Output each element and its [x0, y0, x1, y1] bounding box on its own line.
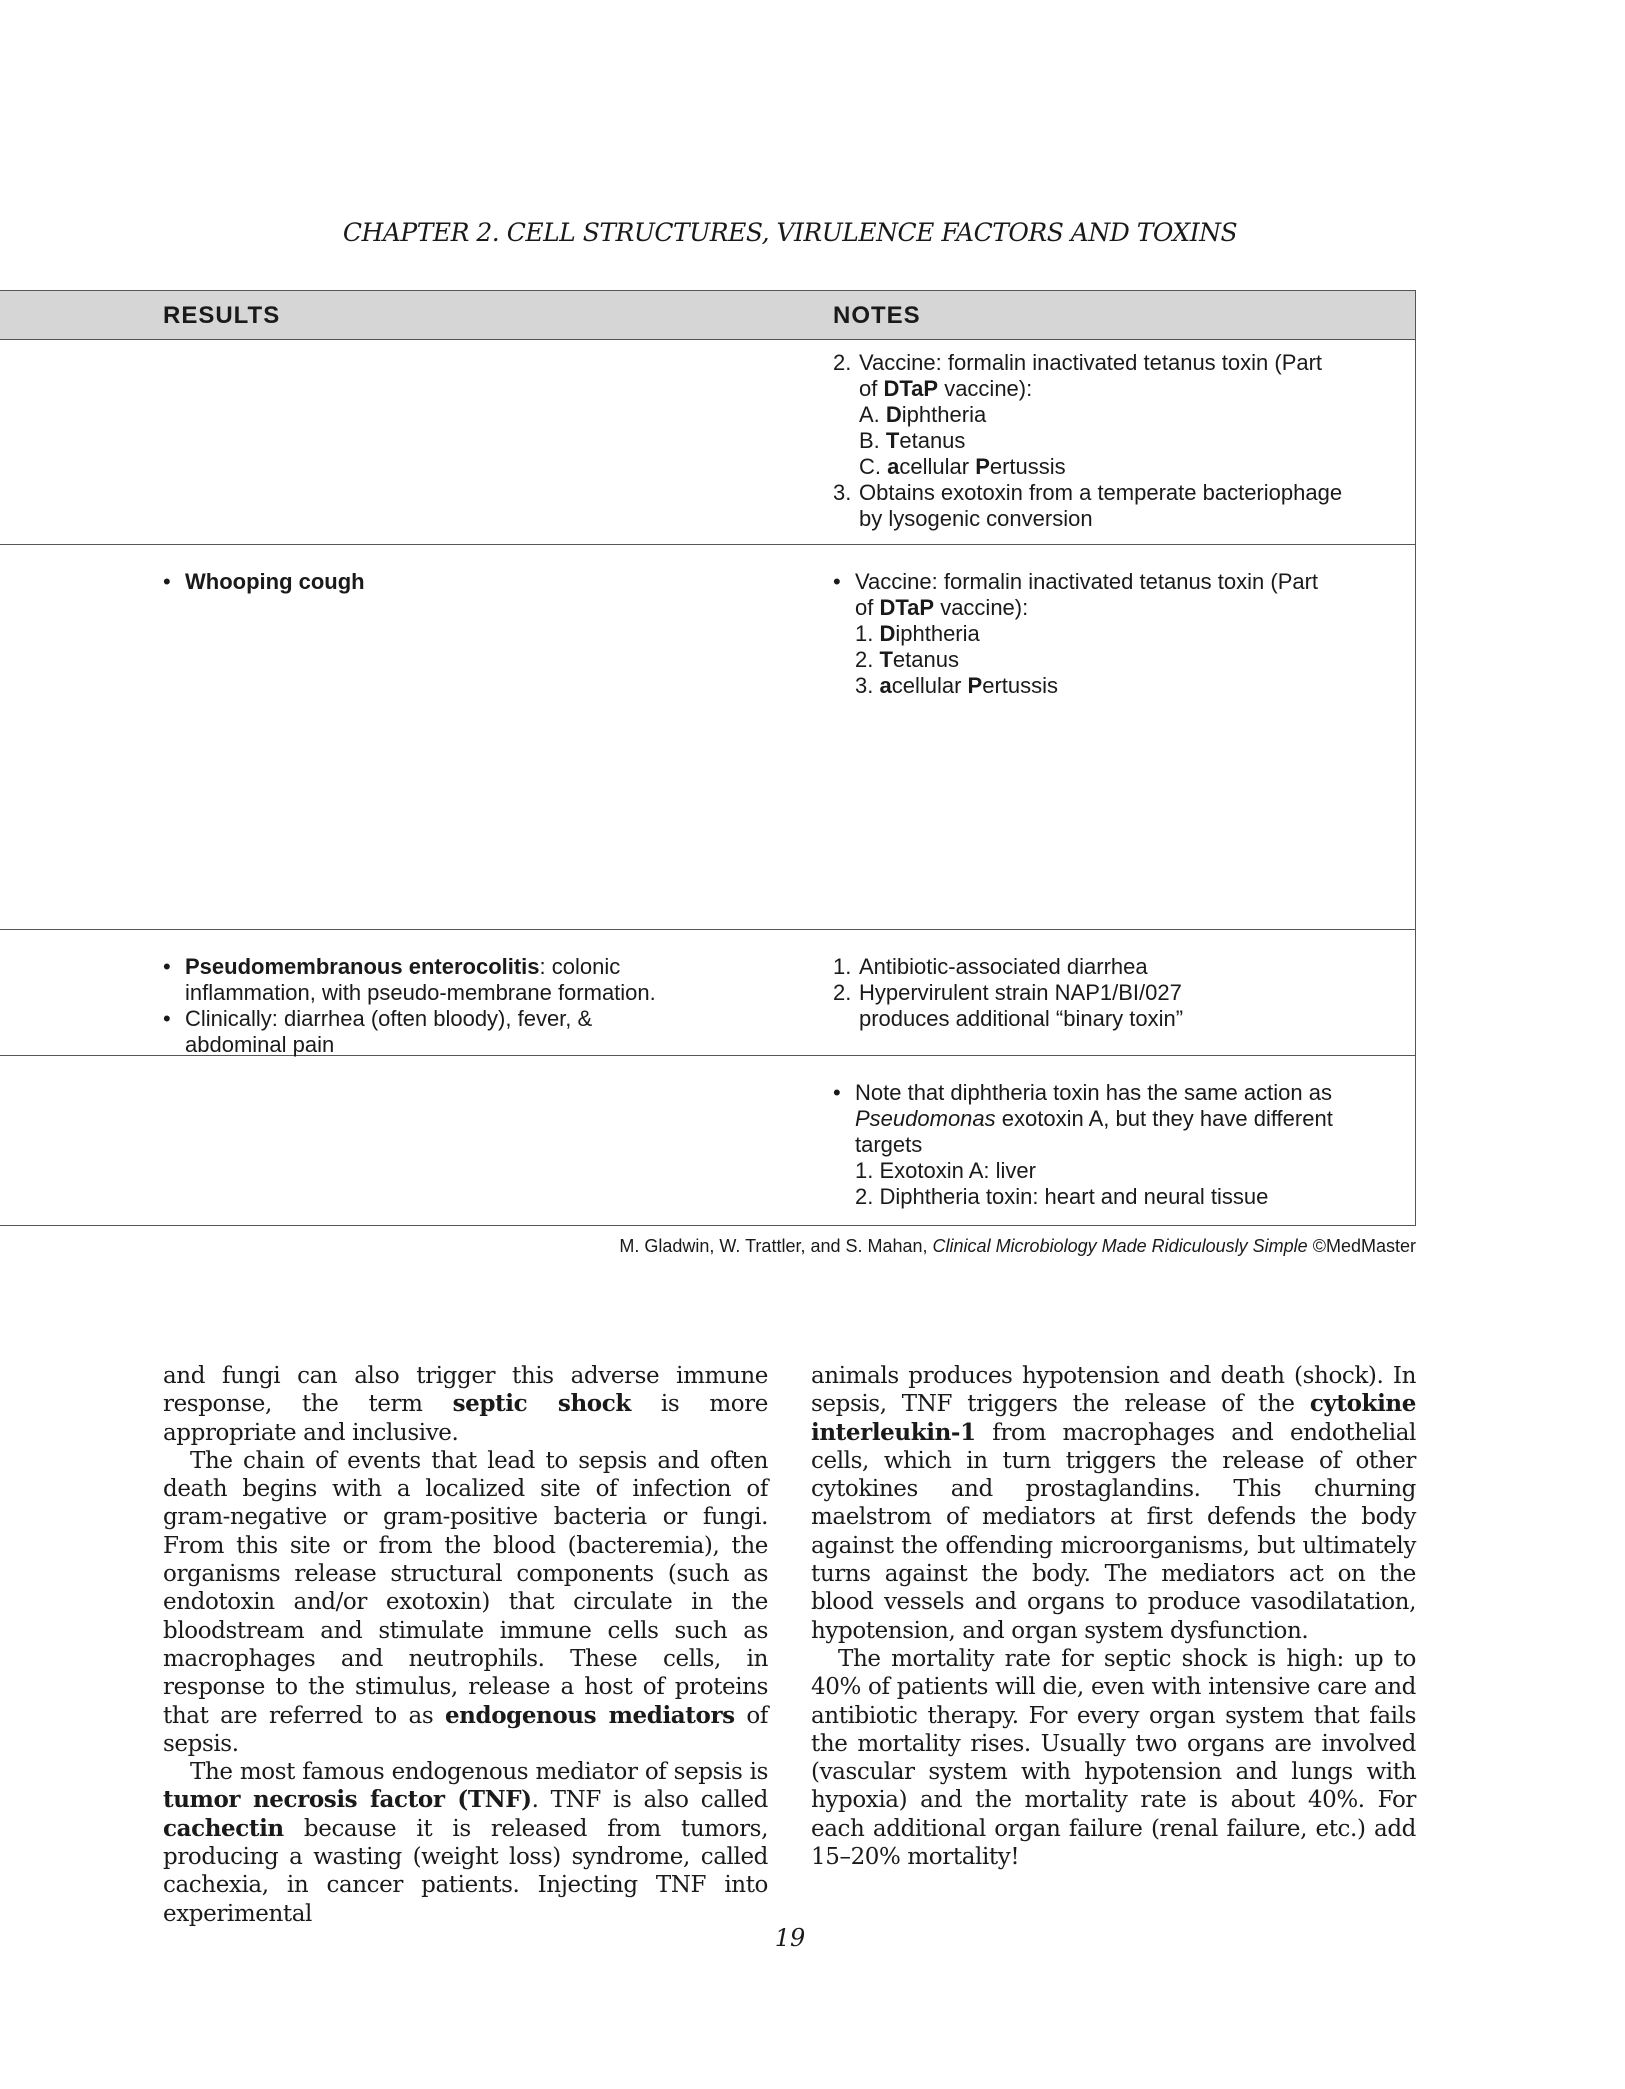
paragraph: and fungi can also trigger this adverse immune response, the term septic shock is more appropriate and inclusive.: [163, 1363, 768, 1446]
list-item: 2. Hypervirulent strain NAP1/BI/027 produces additional “binary toxin”: [833, 980, 1184, 1031]
list-item: • Note that diphtheria toxin has the same action as Pseudomonas exotoxin A, but they have different targets 1. Exotoxin A: liver 2. Diphtheria toxin: heart and neural tissue: [833, 1080, 1393, 1210]
paragraph: animals produces hypotension and death (shock). In sepsis, TNF triggers the release of the cytokine interleukin-1 from macrophages and endothelial cells, which in turn triggers the release of other cytokines and prostaglandins. This churning maelstrom of mediators at first defends the body against the offending microorganisms, but ultimately turns against the body. The mediators act on the blood vessels and organs to produce vasodilatation, hypotension, and organ system dysfunction.: [811, 1363, 1416, 1644]
list-item: • Pseudomembranous enterocolitis: colonic inflammation, with pseudo-membrane formation.: [163, 954, 763, 1006]
notes-cell: [833, 350, 1393, 532]
list-item: • Vaccine: formalin inactivated tetanus toxin (Part of DTaP vaccine): 1. Diphtheria 2. Tetanus 3. acellular Pertussis: [833, 569, 1393, 699]
paragraph: The most famous endogenous mediator of sepsis is tumor necrosis factor (TNF). TNF is also called cachectin because it is released from tumors, producing a wasting (weight loss) syndrome, called cachexia, in cancer patients. Injecting TNF into experimental: [163, 1759, 768, 1927]
table-row: [0, 545, 1416, 930]
paragraph: The chain of events that lead to sepsis and often death begins with a localized site of infection of gram-negative or gram-positive bacteria or fungi. From this site or from the blood (bacteremia), the organisms release structural components (such as endotoxin and/or exotoxin) that circulate in the bloodstream and stimulate immune cells such as macrophages and neutrophils. These cells, in response to the stimulus, release a host of proteins that are referred to as endogenous mediators of sepsis.: [163, 1447, 768, 1757]
table-row: [0, 1056, 1416, 1226]
paragraph: The mortality rate for septic shock is high: up to 40% of patients will die, even with intensive care and antibiotic therapy. For every organ system that fails the mortality rises. Usually two organs are involved (vascular system with hypotension and lungs with hypoxia) and the mortality rate is about 40%. For each additional organ failure (renal failure, etc.) add 15–20% mortality!: [811, 1645, 1416, 1871]
notes-cell: [833, 954, 1393, 1032]
list-item: 3. Obtains exotoxin from a temperate bacteriophage by lysogenic conversion: [833, 480, 1343, 531]
notes-cell: [833, 569, 1393, 699]
list-item: • Whooping cough: [163, 569, 723, 595]
list-item: 2. Vaccine: formalin inactivated tetanus toxin (Part of DTaP vaccine): A. Diphtheria B. Tetanus C. acellular Pertussis: [833, 350, 1323, 479]
list-item: 1. Antibiotic-associated diarrhea: [833, 954, 1148, 979]
notes-cell: [833, 1080, 1393, 1210]
body-column-left: [163, 1362, 768, 1928]
chapter-header: CHAPTER 2. CELL STRUCTURES, VIRULENCE FACTORS AND TOXINS: [342, 218, 1238, 247]
column-header-results: RESULTS: [163, 302, 281, 329]
results-cell: [163, 569, 723, 595]
body-column-right: [811, 1362, 1416, 1871]
results-notes-table: [0, 290, 1416, 1226]
table-row: [0, 340, 1416, 545]
table-header: [0, 290, 1416, 340]
results-cell: [163, 954, 763, 1058]
table-row: [0, 930, 1416, 1056]
column-header-notes: NOTES: [833, 302, 921, 329]
citation: M. Gladwin, W. Trattler, and S. Mahan, Clinical Microbiology Made Ridiculously Simple ©MedMaster: [619, 1236, 1416, 1256]
list-item: • Clinically: diarrhea (often bloody), fever, & abdominal pain: [163, 1006, 763, 1058]
page-number: 19: [774, 1924, 806, 1952]
